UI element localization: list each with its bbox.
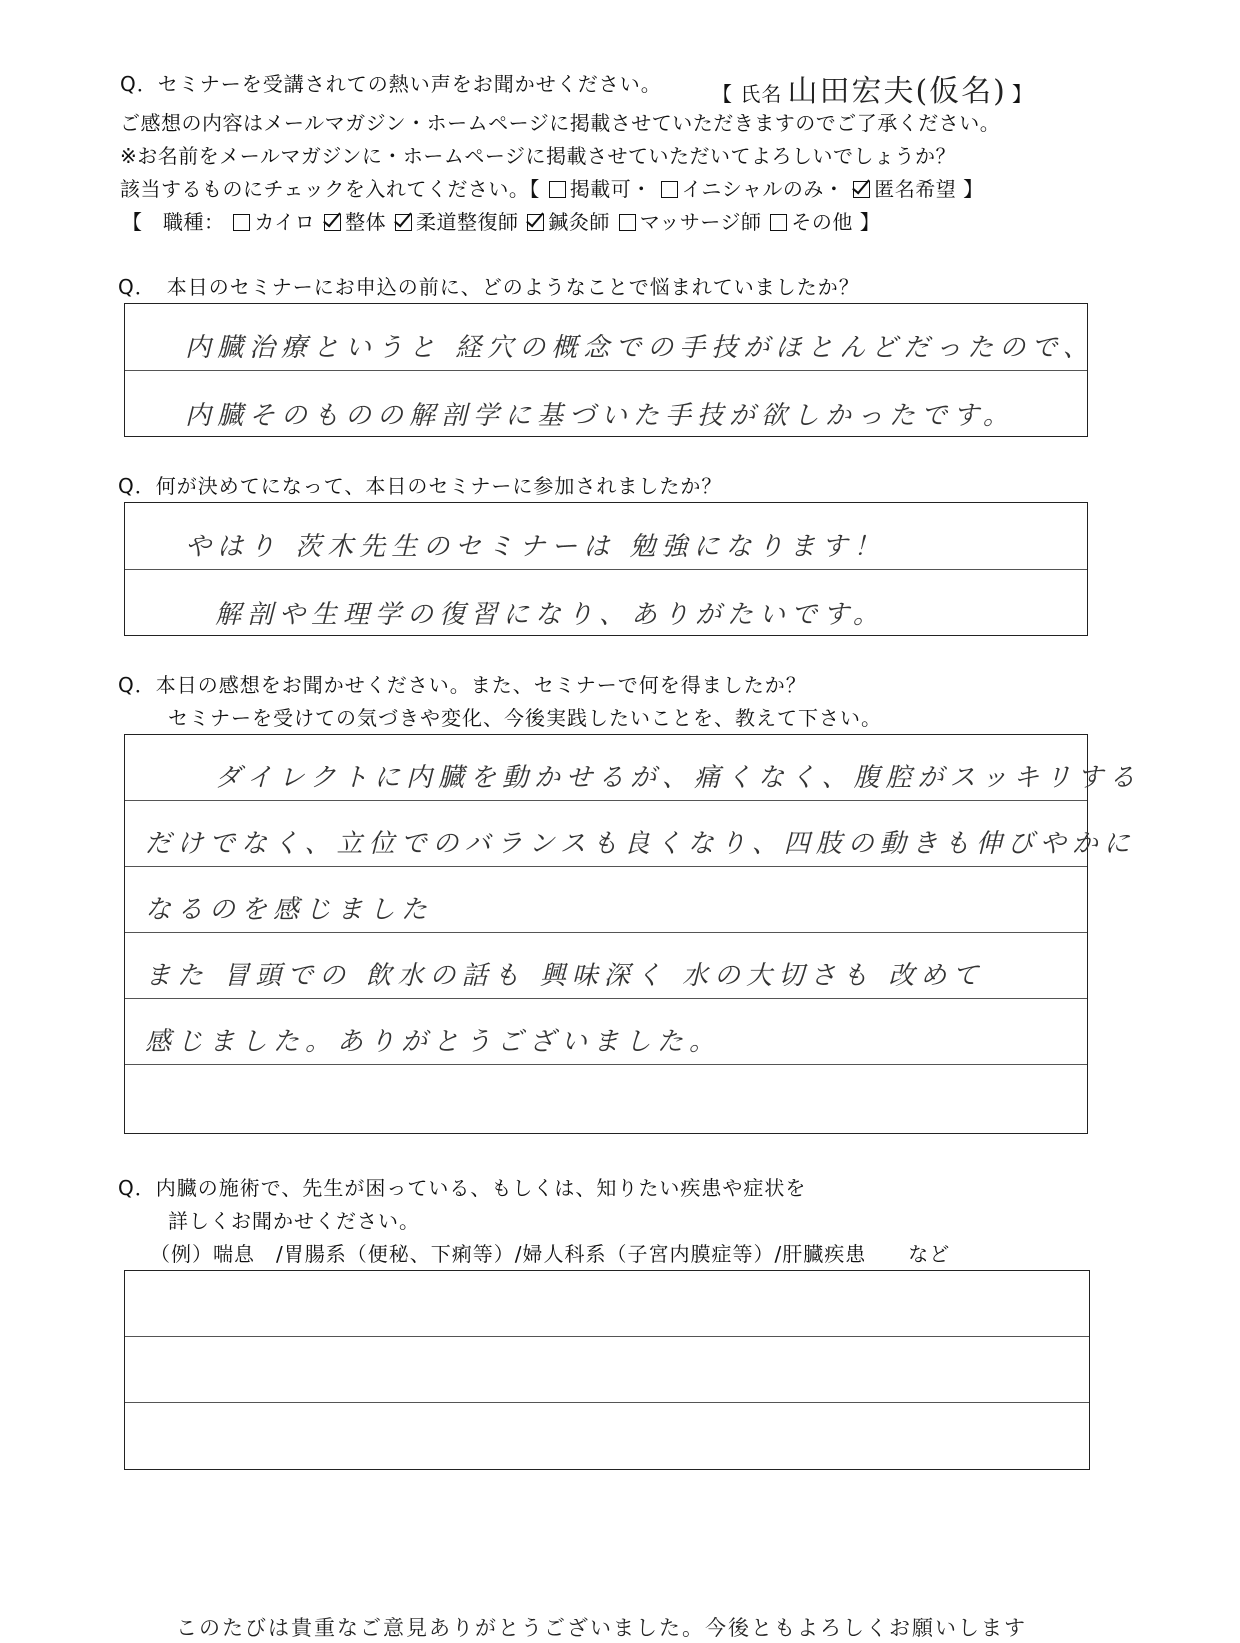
q4-answer-box	[124, 1270, 1090, 1470]
name-field	[712, 66, 1033, 110]
q1-row-1	[125, 304, 1095, 371]
option-anonymous-label: 匿名希望	[874, 177, 957, 201]
option-publish-label: 掲載可・	[569, 177, 652, 201]
q3-row-1	[125, 735, 1142, 801]
q3-answer-line-4: また 冒頭での 飲水の話も 興味深く 水の大切さも 改めて	[145, 961, 985, 991]
q2-prompt: Q．何が決めてになって、本日のセミナーに参加されましたか？	[118, 474, 723, 498]
q3-prompt-2: セミナーを受けての気づきや変化、今後実践したいことを、教えて下さい。	[168, 706, 882, 730]
check-close: 】	[963, 177, 984, 201]
option-publish-checkbox[interactable]	[549, 181, 566, 198]
q1-row-2	[125, 371, 1087, 438]
check-prompt: 該当するものにチェックを入れてください。【	[120, 177, 540, 201]
consent-notice: ご感想の内容はメールマガジン・ホームページに掲載させていただきますのでご了承ください。	[120, 111, 1001, 135]
occupation-options	[122, 210, 880, 234]
q1-prompt: Q． 本日のセミナーにお申込の前に、どのようなことで悩まれていましたか？	[118, 275, 860, 299]
occupation-seitai-label: 整体	[345, 210, 387, 234]
q3-row-3	[125, 867, 1087, 933]
q4-row-2	[125, 1337, 1089, 1403]
q1-answer-line-1: 内臓治療というと 経穴の概念での手技がほとんどだったので、	[185, 333, 1095, 363]
occupation-seitai-checkbox[interactable]	[324, 214, 341, 231]
q3-answer-box	[124, 734, 1142, 1134]
q4-row-1	[125, 1271, 1089, 1337]
name-value: 山田宏夫(仮名)	[787, 74, 1007, 109]
occupation-open: 【 職種：	[122, 210, 225, 234]
q2-answer-line-2: 解剖や生理学の復習になり、ありがたいです。	[215, 600, 885, 630]
name-label: 【 氏名	[712, 82, 783, 106]
q3-answer-line-5: 感じました。ありがとうございました。	[145, 1027, 722, 1057]
occupation-acupuncture-checkbox[interactable]	[527, 214, 544, 231]
q2-answer-line-1: やはり 茨木先生のセミナーは 勉強になります！	[185, 532, 886, 562]
q2-row-1	[125, 503, 1087, 570]
q1-answer-box	[124, 303, 1095, 437]
publication-options	[120, 177, 984, 201]
q2-answer-box	[124, 502, 1088, 636]
q3-answer-line-1: ダイレクトに内臓を動かせるが、痛くなく、腹腔がスッキリする	[215, 763, 1142, 793]
q4-prompt-2: 詳しくお聞かせください。	[168, 1209, 420, 1233]
q3-row-2	[125, 801, 1136, 867]
q2-row-2	[125, 570, 1087, 637]
q3-prompt: Q．本日の感想をお聞かせください。また、セミナーで何を得ましたか？	[118, 673, 807, 697]
q4-row-3	[125, 1403, 1089, 1469]
occupation-chiro-label: カイロ	[254, 210, 316, 234]
option-anonymous-checkbox[interactable]	[853, 181, 870, 198]
q3-row-5	[125, 999, 1087, 1065]
occupation-massage-label: マッサージ師	[639, 210, 762, 234]
survey-title: Q．セミナーを受講されての熱い声をお聞かせください。	[120, 72, 662, 96]
name-close: 】	[1011, 82, 1033, 106]
permission-question: ※お名前をメールマガジンに・ホームページに掲載させていただいてよろしいでしょうか？	[120, 144, 956, 168]
q4-example: （例）喘息 /胃腸系（便秘、下痢等）/婦人科系（子宮内膜症等）/肝臓疾患 など	[150, 1242, 951, 1266]
option-initials-label: イニシャルのみ・	[681, 177, 845, 201]
closing-message: このたびは貴重なご意見ありがとうございました。今後ともよろしくお願いします	[176, 1616, 1027, 1640]
occupation-other-label: その他	[791, 210, 853, 234]
occupation-acupuncture-label: 鍼灸師	[548, 210, 610, 234]
q3-row-4	[125, 933, 1087, 999]
q3-answer-line-2: だけでなく、立位でのバランスも良くなり、四肢の動きも伸びやかに	[145, 829, 1136, 859]
q4-prompt: Q．内臓の施術で、先生が困っている、もしくは、知りたい疾患や症状を	[118, 1176, 807, 1200]
q1-answer-line-2: 内臓そのものの解剖学に基づいた手技が欲しかったです。	[185, 401, 1015, 431]
occupation-massage-checkbox[interactable]	[619, 214, 636, 231]
occupation-close: 】	[859, 210, 881, 234]
q3-answer-line-3: なるのを感じました	[145, 895, 434, 925]
occupation-chiro-checkbox[interactable]	[233, 214, 250, 231]
q3-row-6	[125, 1065, 1087, 1132]
option-initials-checkbox[interactable]	[661, 181, 678, 198]
occupation-judo-checkbox[interactable]	[395, 214, 412, 231]
occupation-other-checkbox[interactable]	[770, 214, 787, 231]
occupation-judo-label: 柔道整復師	[415, 210, 519, 234]
